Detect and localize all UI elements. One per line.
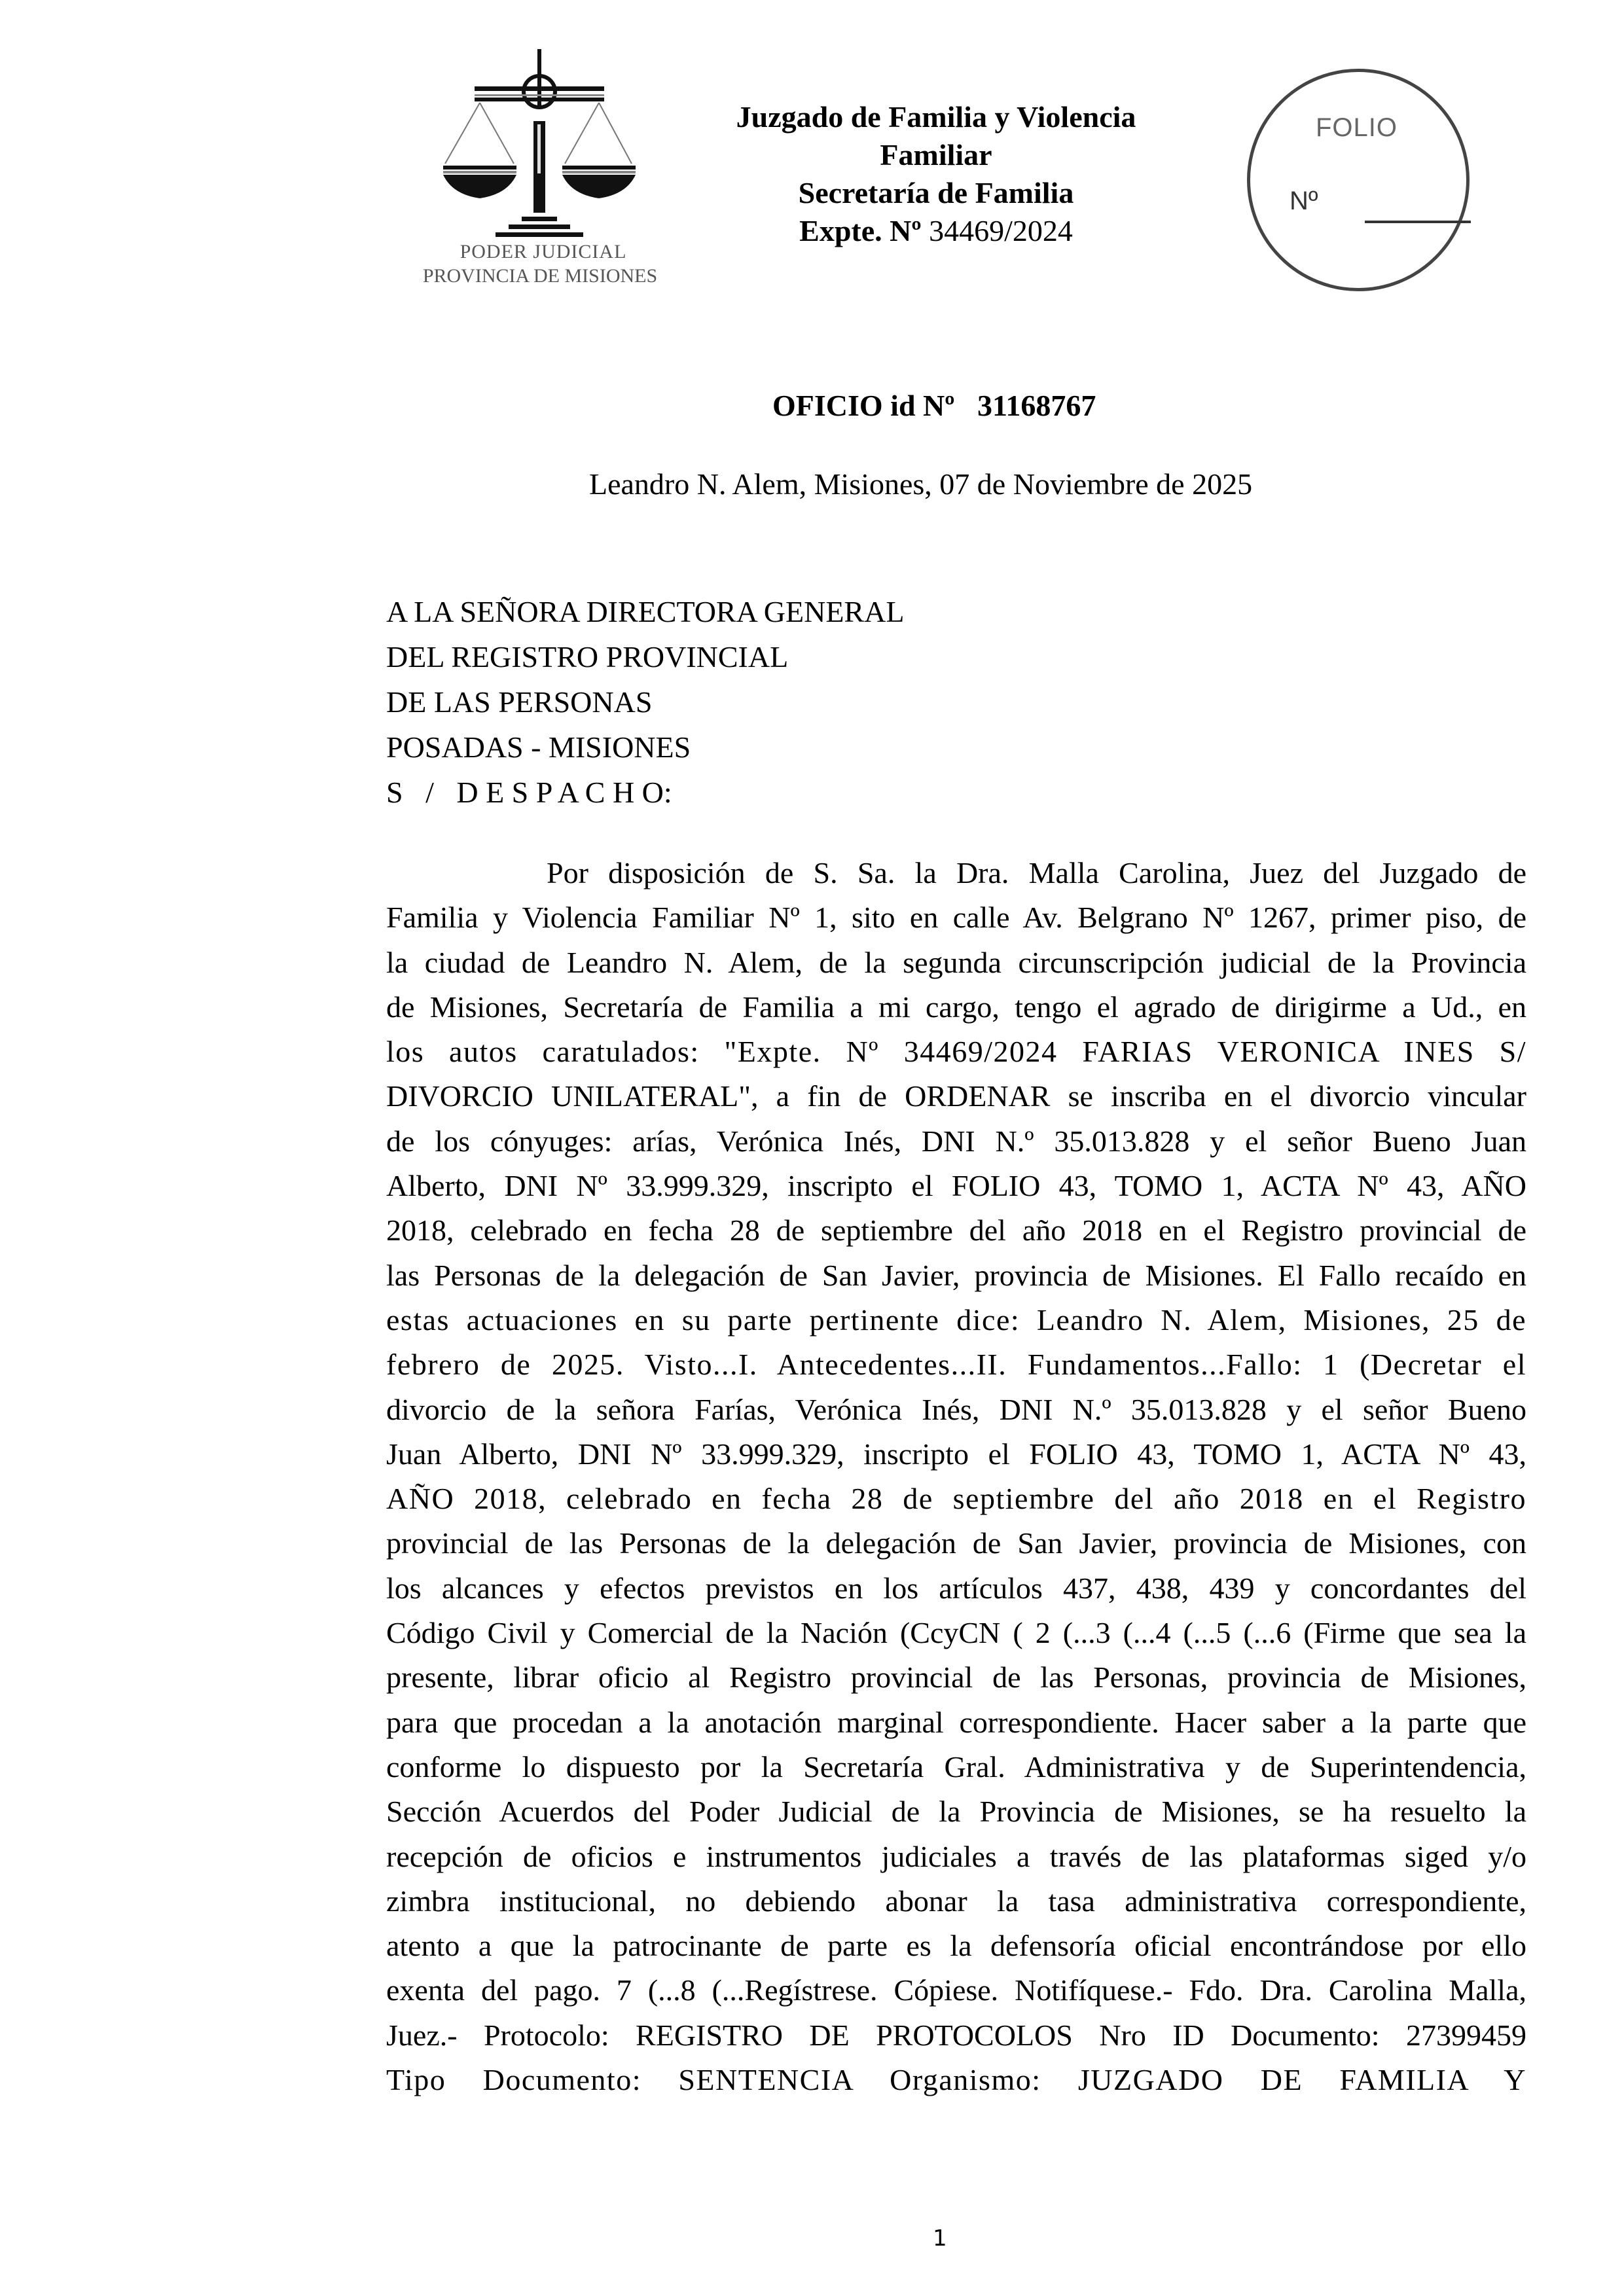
body-line: Juez.- Protocolo: REGISTRO DE PROTOCOLOS Nro ID Documento: 27399459 xyxy=(386,2018,1526,2052)
oficio-number: 31168767 xyxy=(977,389,1096,422)
body-line: presente, librar oficio al Registro provincial de las Personas, provincia de Misiones, xyxy=(386,1660,1526,1695)
body-line: los alcances y efectos previstos en los artículos 437, 438, 439 y concordantes del xyxy=(386,1571,1526,1605)
folio-circle xyxy=(1247,69,1470,291)
body-line: 2018, celebrado en fecha 28 de septiembre del año 2018 en el Registro provincial de xyxy=(386,1213,1526,1247)
oficio-label: OFICIO id Nº xyxy=(772,389,955,422)
expediente-line xyxy=(687,212,1185,250)
body-line: de Misiones, Secretaría de Familia a mi cargo, tengo el agrado de dirigirme a Ud., en xyxy=(386,990,1526,1024)
folio-number-blank xyxy=(1365,221,1471,223)
body-line: los autos caratulados: "Expte. Nº 34469/2024 FARIAS VERONICA INES S/ xyxy=(386,1035,1526,1069)
body-line: Tipo Documento: SENTENCIA Organismo: JUZGADO DE FAMILIA Y xyxy=(386,2063,1526,2097)
court-name-line-2: Familiar xyxy=(880,138,992,171)
secretaria-name: Secretaría de Familia xyxy=(798,176,1074,209)
oficio-title xyxy=(772,386,1096,425)
body-line: Juan Alberto, DNI Nº 33.999.329, inscripto el FOLIO 43, TOMO 1, ACTA Nº 43, xyxy=(386,1437,1526,1471)
court-logo xyxy=(409,43,671,291)
body-line: exenta del pago. 7 (...8 (...Regístrese. Cópiese. Notifíquese.- Fdo. Dra. Carolina Malla, xyxy=(386,1973,1526,2007)
body-line: conforme lo dispuesto por la Secretaría Gral. Administrativa y de Superintendencia, xyxy=(386,1749,1526,1784)
body-line: las Personas de la delegación de San Javier, provincia de Misiones. El Fallo recaído en xyxy=(386,1258,1526,1292)
body-line: Familia y Violencia Familiar Nº 1, sito en calle Av. Belgrano Nº 1267, primer piso, de xyxy=(386,901,1526,935)
court-name-line-1: Juzgado de Familia y Violencia xyxy=(736,100,1136,134)
page-number: 1 xyxy=(933,2225,947,2251)
addressee-line: DE LAS PERSONAS xyxy=(386,685,653,719)
body-paragraph xyxy=(386,851,1526,2102)
addressee-line: S / D E S P A C H O: xyxy=(386,776,672,809)
body-line: Código Civil y Comercial de la Nación (CcyCN ( 2 (...3 (...4 (...5 (...6 (Firme que sea la xyxy=(386,1616,1526,1650)
body-line: divorcio de la señora Farías, Verónica Inés, DNI N.º 35.013.828 y el señor Bueno xyxy=(386,1392,1526,1426)
body-line: Alberto, DNI Nº 33.999.329, inscripto el FOLIO 43, TOMO 1, ACTA Nº 43, AÑO xyxy=(386,1169,1526,1203)
body-line: Sección Acuerdos del Poder Judicial de la Provincia de Misiones, se ha resuelto la xyxy=(386,1795,1526,1829)
body-line: febrero de 2025. Visto...I. Antecedentes...II. Fundamentos...Fallo: 1 (Decretar el xyxy=(386,1348,1526,1382)
addressee-line: A LA SEÑORA DIRECTORA GENERAL xyxy=(386,595,905,628)
date-line: Leandro N. Alem, Misiones, 07 de Noviembre de 2025 xyxy=(589,467,1253,501)
body-line: Por disposición de S. Sa. la Dra. Malla Carolina, Juez del Juzgado de xyxy=(547,856,1526,889)
logo-line-1: PODER JUDICIAL xyxy=(460,241,627,262)
folio-number-label: Nº xyxy=(1290,187,1318,215)
folio-label: FOLIO xyxy=(1316,113,1398,142)
addressee-line: DEL REGISTRO PROVINCIAL xyxy=(386,640,789,673)
expediente-number: 34469/2024 xyxy=(929,214,1073,247)
court-header xyxy=(687,98,1185,250)
addressee-line: POSADAS - MISIONES xyxy=(386,730,691,764)
logo-line-2: PROVINCIA DE MISIONES xyxy=(422,265,658,287)
body-line: DIVORCIO UNILATERAL", a fin de ORDENAR se inscriba en el divorcio vincular xyxy=(386,1079,1526,1113)
body-line: zimbra institucional, no debiendo abonar la tasa administrativa correspondiente, xyxy=(386,1884,1526,1918)
addressee-block xyxy=(386,589,904,815)
body-line: de los cónyuges: arías, Verónica Inés, DNI N.º 35.013.828 y el señor Bueno Juan xyxy=(386,1124,1526,1158)
body-line: provincial de las Personas de la delegación de San Javier, provincia de Misiones, con xyxy=(386,1526,1526,1560)
body-line: AÑO 2018, celebrado en fecha 28 de septiembre del año 2018 en el Registro xyxy=(386,1482,1526,1516)
body-line: atento a que la patrocinante de parte es la defensoría oficial encontrándose por ello xyxy=(386,1929,1526,1963)
body-line: para que procedan a la anotación marginal correspondiente. Hacer saber a la parte que xyxy=(386,1705,1526,1739)
body-line: la ciudad de Leandro N. Alem, de la segunda circunscripción judicial de la Provincia xyxy=(386,945,1526,979)
folio-stamp xyxy=(1247,69,1470,291)
body-line: recepción de oficios e instrumentos judiciales a través de las plataformas siged y/o xyxy=(386,1839,1526,1873)
expediente-label: Expte. Nº xyxy=(799,214,929,247)
body-line: estas actuaciones en su parte pertinente dice: Leandro N. Alem, Misiones, 25 de xyxy=(386,1302,1526,1336)
